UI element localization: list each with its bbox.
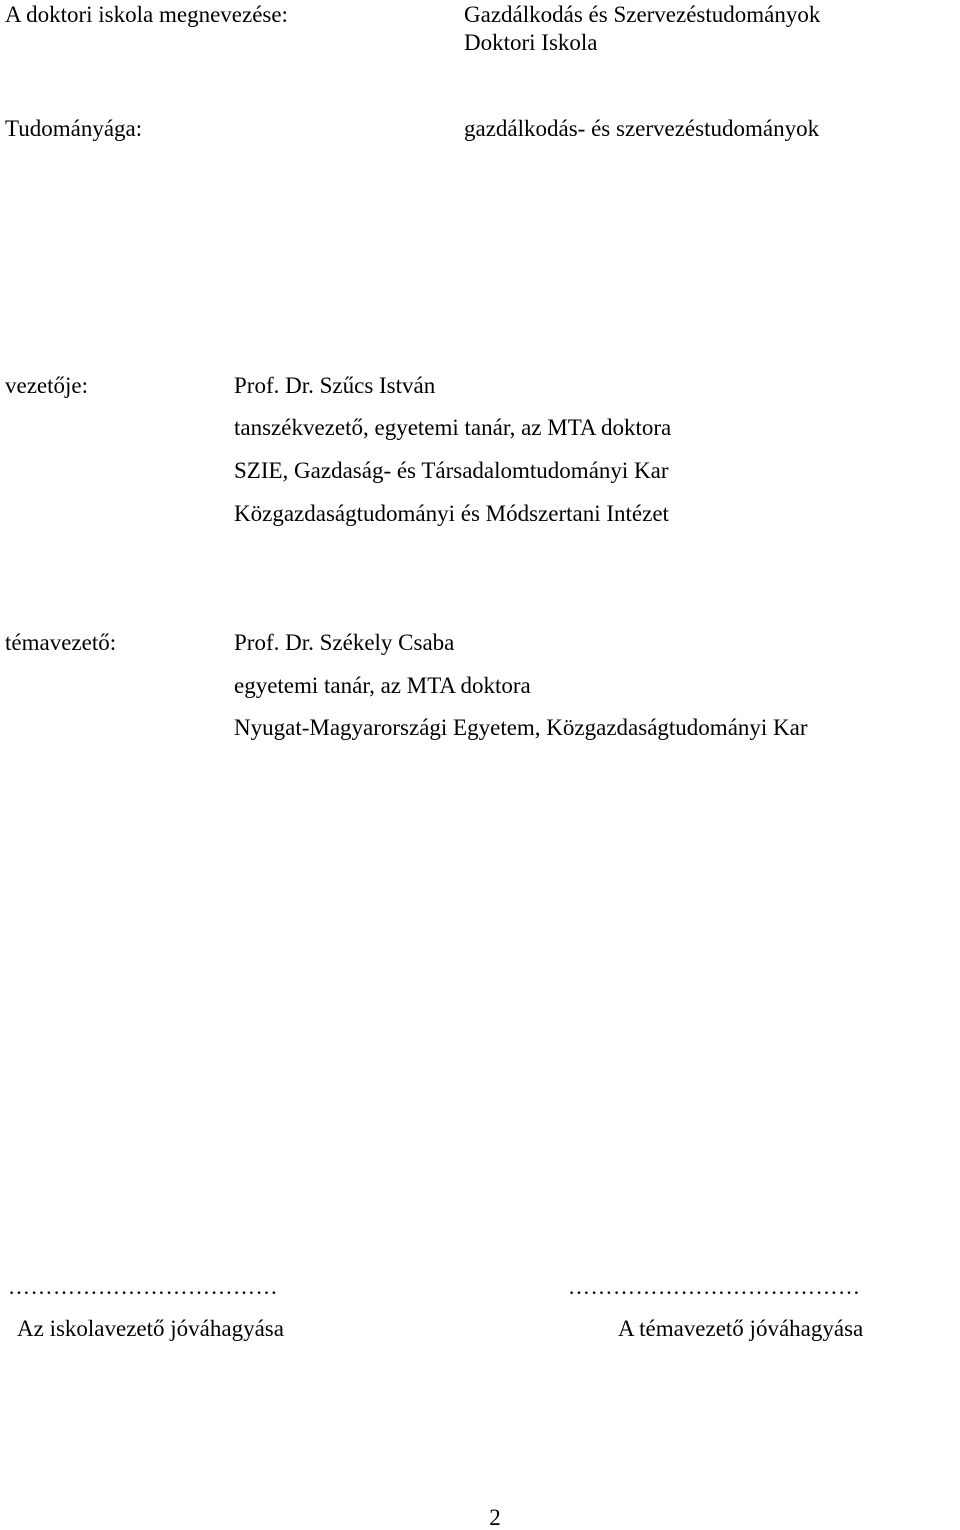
supervisor-title: egyetemi tanár, az MTA doktora — [234, 673, 531, 698]
field-label: Tudományága: — [5, 116, 143, 141]
school-label: A doktori iskola megnevezése: — [5, 2, 288, 27]
leader-title: tanszékvezető, egyetemi tanár, az MTA doktora — [234, 415, 672, 440]
school-name-line2: Doktori Iskola — [464, 30, 598, 55]
signature-label-left: Az iskolavezető jóváhagyása — [17, 1316, 284, 1341]
signature-line-right: ………………………………… — [568, 1274, 861, 1299]
leader-name: Prof. Dr. Szűcs István — [234, 373, 436, 398]
school-name-line1: Gazdálkodás és Szervezéstudományok — [464, 2, 821, 27]
signature-line-left: ……………………………… — [8, 1274, 278, 1299]
supervisor-institution: Nyugat-Magyarországi Egyetem, Közgazdaságtudományi Kar — [234, 715, 808, 740]
leader-label: vezetője: — [5, 373, 89, 398]
leader-institute: Közgazdaságtudományi és Módszertani Intézet — [234, 501, 669, 526]
leader-faculty: SZIE, Gazdaság- és Társadalomtudományi Kar — [234, 458, 669, 483]
signature-label-right: A témavezető jóváhagyása — [618, 1316, 864, 1341]
supervisor-name: Prof. Dr. Székely Csaba — [234, 630, 455, 655]
page-number: 2 — [489, 1505, 501, 1530]
field-value: gazdálkodás- és szervezéstudományok — [464, 116, 820, 141]
supervisor-label: témavezető: — [5, 630, 117, 655]
